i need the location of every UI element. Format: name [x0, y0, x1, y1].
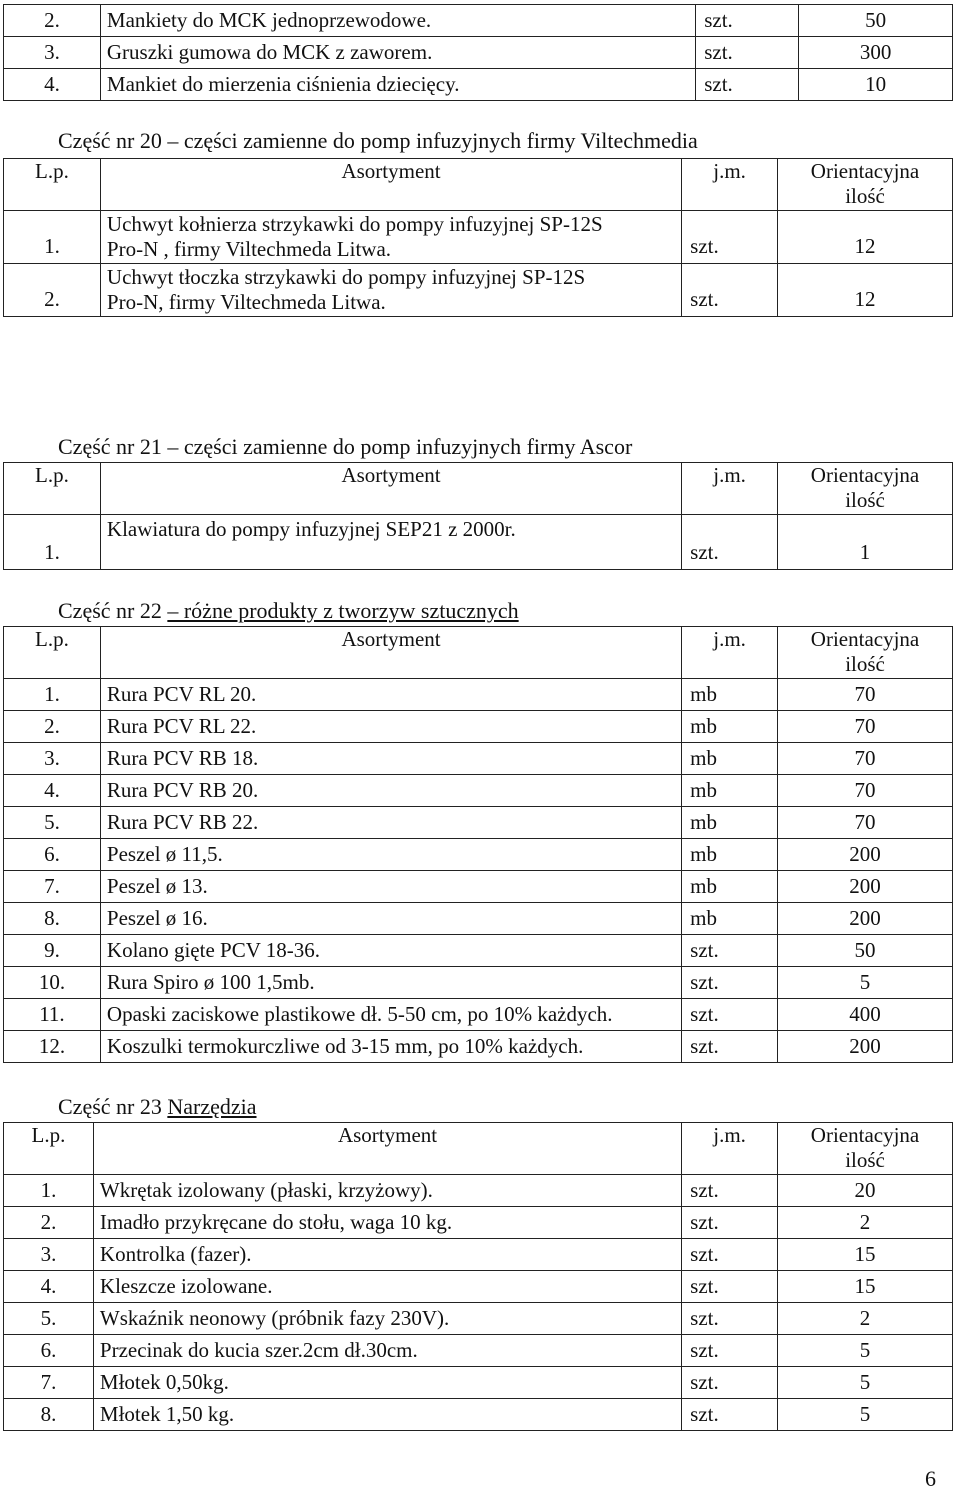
row-unit: mb [682, 711, 778, 743]
row-unit: mb [682, 807, 778, 839]
row-lp: 8. [4, 903, 101, 935]
table-row [4, 871, 953, 903]
row-name: Rura PCV RB 22. [100, 807, 681, 839]
table-row [4, 967, 953, 999]
row-unit: mb [682, 871, 778, 903]
row-name: Klawiatura do pompy infuzyjnej SEP21 z 2000r. [100, 515, 681, 570]
row-name: Kontrolka (fazer). [93, 1239, 681, 1271]
header-lp: L.p. [4, 627, 101, 679]
row-name: Rura PCV RL 20. [100, 679, 681, 711]
row-qty: 5 [778, 1367, 953, 1399]
table-row [4, 1271, 953, 1303]
row-lp: 4. [4, 775, 101, 807]
section-21-title: Część nr 21 – części zamienne do pomp infuzyjnych firmy Ascor [58, 434, 633, 459]
row-lp: 3. [4, 37, 101, 69]
table-row [4, 775, 953, 807]
row-lp: 5. [4, 1303, 94, 1335]
table-row [4, 1031, 953, 1063]
table-row [4, 903, 953, 935]
row-lp: 1. [4, 515, 101, 570]
row-lp: 7. [4, 871, 101, 903]
table-row [4, 37, 953, 69]
row-lp: 8. [4, 1399, 94, 1431]
section-20-title: Część nr 20 – części zamienne do pomp infuzyjnych firmy Viltechmedia [58, 128, 698, 153]
table-row [4, 264, 953, 317]
header-qty [778, 463, 953, 515]
table-row [4, 711, 953, 743]
top-table [3, 4, 953, 101]
row-unit: szt. [682, 1303, 778, 1335]
header-unit: j.m. [682, 627, 778, 679]
row-qty: 2 [778, 1207, 953, 1239]
row-name-line2: Pro-N, firmy Viltechmeda Litwa. [106, 290, 386, 314]
row-lp: 4. [4, 69, 101, 101]
row-name: Peszel ø 16. [100, 903, 681, 935]
header-qty-line2: ilość [845, 184, 885, 209]
table-row [4, 935, 953, 967]
table-row [4, 1207, 953, 1239]
section-22-table [3, 626, 953, 1063]
row-qty: 15 [778, 1271, 953, 1303]
row-qty: 12 [778, 264, 953, 317]
row-unit: szt. [682, 1175, 778, 1207]
section-21-table [3, 462, 953, 570]
row-lp: 2. [4, 1207, 94, 1239]
row-qty: 200 [778, 839, 953, 871]
row-name: Koszulki termokurczliwe od 3-15 mm, po 10% każdych. [100, 1031, 681, 1063]
row-name: Peszel ø 13. [100, 871, 681, 903]
row-lp: 2. [4, 5, 101, 37]
table-row [4, 515, 953, 570]
header-name: Asortyment [100, 159, 681, 211]
header-qty [778, 1123, 953, 1175]
row-name: Imadło przykręcane do stołu, waga 10 kg. [93, 1207, 681, 1239]
section-22-title [58, 598, 519, 624]
table-header [4, 1123, 953, 1175]
row-lp: 10. [4, 967, 101, 999]
page-number: 6 [925, 1466, 936, 1491]
header-lp: L.p. [4, 1123, 94, 1175]
row-name: Rura PCV RB 18. [100, 743, 681, 775]
row-name: Rura PCV RB 20. [100, 775, 681, 807]
header-qty [778, 159, 953, 211]
row-qty: 200 [778, 903, 953, 935]
table-row [4, 1175, 953, 1207]
row-qty: 20 [778, 1175, 953, 1207]
table-row [4, 743, 953, 775]
row-lp: 2. [4, 711, 101, 743]
table-header [4, 159, 953, 211]
row-qty: 400 [778, 999, 953, 1031]
table-row [4, 1239, 953, 1271]
row-lp: 7. [4, 1367, 94, 1399]
row-lp: 6. [4, 1335, 94, 1367]
header-unit: j.m. [682, 1123, 778, 1175]
header-qty-line2: ilość [845, 488, 885, 513]
row-unit: szt. [682, 967, 778, 999]
table-row [4, 999, 953, 1031]
row-name: Kleszcze izolowane. [93, 1271, 681, 1303]
row-unit: mb [682, 839, 778, 871]
row-qty: 50 [799, 5, 953, 37]
row-qty: 50 [778, 935, 953, 967]
table-row [4, 1399, 953, 1431]
header-name: Asortyment [100, 463, 681, 515]
table-row [4, 839, 953, 871]
row-lp: 5. [4, 807, 101, 839]
row-name-line2: Pro-N , firmy Viltechmeda Litwa. [106, 237, 392, 261]
row-qty: 200 [778, 871, 953, 903]
row-qty: 2 [778, 1303, 953, 1335]
section-22-title-main: – różne produkty z tworzyw sztucznych [167, 598, 519, 623]
row-name: Młotek 0,50kg. [93, 1367, 681, 1399]
row-name [100, 211, 681, 264]
header-unit: j.m. [682, 159, 778, 211]
header-lp: L.p. [4, 159, 101, 211]
row-lp: 1. [4, 211, 101, 264]
row-unit: mb [682, 679, 778, 711]
row-unit: szt. [682, 1271, 778, 1303]
row-unit: szt. [682, 264, 778, 317]
table-header [4, 627, 953, 679]
header-qty-line1: Orientacyjna [810, 627, 920, 651]
table-row [4, 807, 953, 839]
header-name: Asortyment [100, 627, 681, 679]
header-unit: j.m. [682, 463, 778, 515]
row-unit: szt. [682, 1239, 778, 1271]
row-name: Przecinak do kucia szer.2cm dł.30cm. [93, 1335, 681, 1367]
row-qty: 5 [778, 1335, 953, 1367]
row-lp: 3. [4, 743, 101, 775]
header-qty-line2: ilość [845, 1148, 885, 1173]
table-row [4, 69, 953, 101]
row-lp: 3. [4, 1239, 94, 1271]
row-unit: szt. [682, 999, 778, 1031]
table-row [4, 679, 953, 711]
row-name: Młotek 1,50 kg. [93, 1399, 681, 1431]
row-name: Opaski zaciskowe plastikowe dł. 5-50 cm, po 10% każdych. [100, 999, 681, 1031]
row-unit: szt. [682, 1207, 778, 1239]
row-unit: mb [682, 903, 778, 935]
row-qty: 12 [778, 211, 953, 264]
row-unit: szt. [696, 69, 799, 101]
row-unit: szt. [682, 1335, 778, 1367]
header-lp: L.p. [4, 463, 101, 515]
section-23-table [3, 1122, 953, 1431]
row-lp: 12. [4, 1031, 101, 1063]
row-unit: mb [682, 775, 778, 807]
row-qty: 200 [778, 1031, 953, 1063]
header-qty-line1: Orientacyjna [810, 1123, 920, 1147]
row-unit: szt. [682, 515, 778, 570]
section-22-title-prefix: Część nr 22 [58, 598, 168, 623]
row-unit: szt. [696, 37, 799, 69]
row-unit: szt. [682, 935, 778, 967]
header-qty-line1: Orientacyjna [810, 463, 920, 487]
row-name-line1: Uchwyt kołnierza strzykawki do pompy infuzyjnej SP-12S [106, 211, 603, 236]
table-row [4, 1367, 953, 1399]
table-row [4, 1335, 953, 1367]
section-23-title [58, 1094, 257, 1120]
table-row [4, 1303, 953, 1335]
row-lp: 1. [4, 679, 101, 711]
header-qty [778, 627, 953, 679]
row-name: Kolano gięte PCV 18-36. [100, 935, 681, 967]
section-20-table [3, 158, 953, 317]
table-row [4, 211, 953, 264]
row-qty: 15 [778, 1239, 953, 1271]
row-name: Rura Spiro ø 100 1,5mb. [100, 967, 681, 999]
header-name: Asortyment [93, 1123, 681, 1175]
row-qty: 1 [778, 515, 953, 570]
table-row [4, 5, 953, 37]
row-name: Mankiet do mierzenia ciśnienia dziecięcy. [100, 69, 695, 101]
row-qty: 70 [778, 711, 953, 743]
row-name: Wskaźnik neonowy (próbnik fazy 230V). [93, 1303, 681, 1335]
header-qty-line1: Orientacyjna [810, 159, 920, 183]
row-qty: 5 [778, 967, 953, 999]
header-qty-line2: ilość [845, 652, 885, 677]
row-lp: 11. [4, 999, 101, 1031]
section-23-title-prefix: Część nr 23 [58, 1094, 168, 1119]
row-name-line1: Uchwyt tłoczka strzykawki do pompy infuzyjnej SP-12S [106, 264, 586, 289]
row-name: Mankiety do MCK jednoprzewodowe. [100, 5, 695, 37]
row-name: Gruszki gumowa do MCK z zaworem. [100, 37, 695, 69]
row-qty: 10 [799, 69, 953, 101]
row-qty: 70 [778, 775, 953, 807]
row-lp: 9. [4, 935, 101, 967]
row-lp: 4. [4, 1271, 94, 1303]
row-qty: 70 [778, 743, 953, 775]
section-23-title-main: Narzędzia [167, 1094, 257, 1119]
table-header [4, 463, 953, 515]
row-unit: szt. [682, 1367, 778, 1399]
row-qty: 70 [778, 679, 953, 711]
row-qty: 5 [778, 1399, 953, 1431]
row-name: Wkrętak izolowany (płaski, krzyżowy). [93, 1175, 681, 1207]
row-lp: 6. [4, 839, 101, 871]
row-name [100, 264, 681, 317]
row-unit: szt. [682, 211, 778, 264]
row-qty: 300 [799, 37, 953, 69]
row-qty: 70 [778, 807, 953, 839]
row-lp: 1. [4, 1175, 94, 1207]
row-unit: szt. [682, 1031, 778, 1063]
row-unit: szt. [682, 1399, 778, 1431]
row-name: Peszel ø 11,5. [100, 839, 681, 871]
row-unit: mb [682, 743, 778, 775]
row-unit: szt. [696, 5, 799, 37]
row-name: Rura PCV RL 22. [100, 711, 681, 743]
row-lp: 2. [4, 264, 101, 317]
